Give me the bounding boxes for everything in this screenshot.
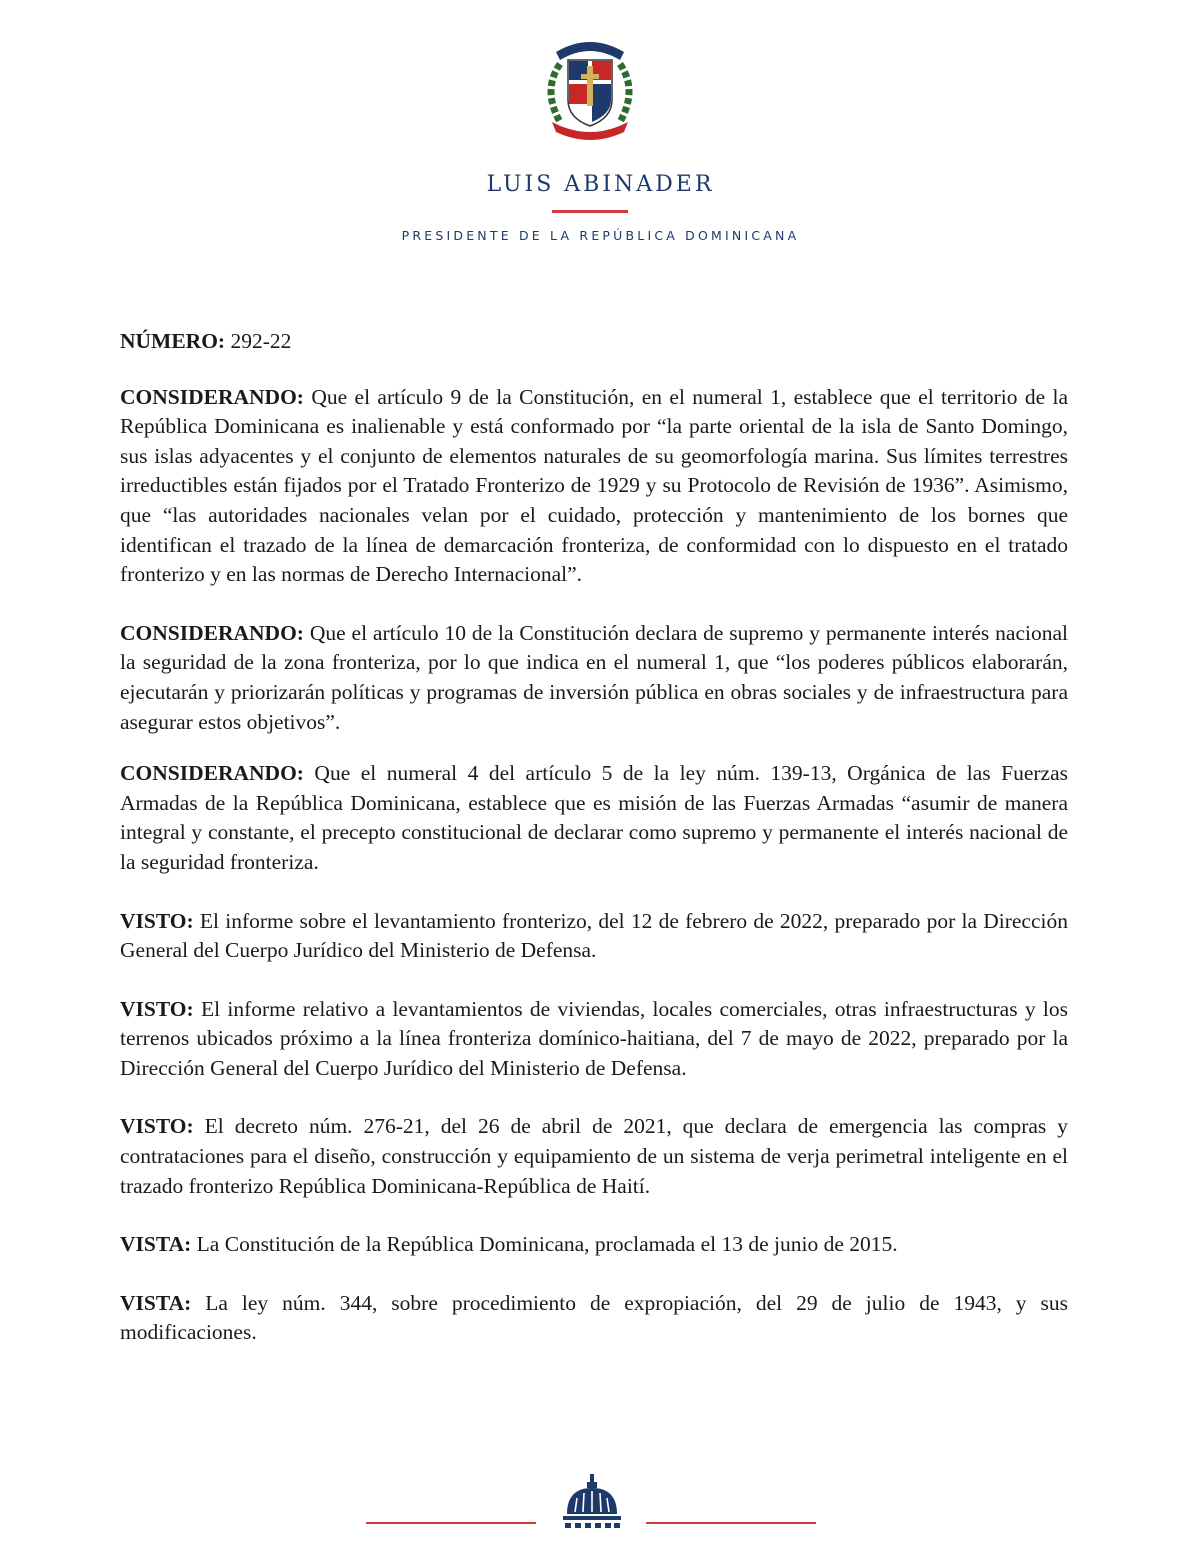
- paragraph-text: El informe sobre el levantamiento fronterizo, del 12 de febrero de 2022, preparado por la Dirección General del Cuerpo Jurídico del Ministerio de Defensa.: [120, 908, 1068, 963]
- paragraph-lead: VISTA:: [120, 1232, 192, 1257]
- paragraph-lead: CONSIDERANDO:: [120, 384, 304, 409]
- paragraph-lead: CONSIDERANDO:: [120, 761, 304, 786]
- paragraph-text: La ley núm. 344, sobre procedimiento de expropiación, del 29 de julio de 1943, y sus modificaciones.: [120, 1290, 1068, 1345]
- paragraph: [120, 1230, 1068, 1260]
- paragraph-lead: VISTO:: [120, 996, 194, 1021]
- coat-of-arms-icon: [538, 30, 642, 142]
- footer-rule-left: [366, 1522, 536, 1524]
- paragraph-text: Que el numeral 4 del artículo 5 de la ley núm. 139-13, Orgánica de las Fuerzas Armadas de la República Dominicana, establece que es misión de las Fuerzas Armadas “asumir de manera integral y constante, el precepto constitucional de declarar como supremo y permanente el interés nacional de la seguridad fronteriza.: [120, 761, 1068, 874]
- name-underline: [552, 210, 628, 213]
- president-title: PRESIDENTE DE LA REPÚBLICA DOMINICANA: [401, 228, 800, 243]
- palace-dome-icon: [561, 1474, 623, 1532]
- footer-rule-right: [646, 1522, 816, 1524]
- paragraph-lead: CONSIDERANDO:: [120, 620, 304, 645]
- paragraph-text: La Constitución de la República Dominicana, proclamada el 13 de junio de 2015.: [191, 1232, 898, 1257]
- paragraph-text: El informe relativo a levantamientos de viviendas, locales comerciales, otras infraestructuras y los terrenos ubicados próximo a la línea fronteriza domínico-haitiana, del 7 de mayo de 2022, preparado por la Dirección General del Cuerpo Jurídico del Ministerio de Defensa.: [120, 996, 1068, 1080]
- number-label: NÚMERO:: [120, 329, 226, 353]
- paragraph: [120, 619, 1068, 737]
- paragraph: [120, 907, 1068, 966]
- paragraph-text: Que el artículo 9 de la Constitución, en el numeral 1, establece que el territorio de la República Dominicana es inalienable y está conformado por “la parte oriental de la isla de Santo Domingo, sus islas adyacentes y el conjunto de elementos naturales de su geomorfología marina. Sus límites terrestres irreductibles están fijados por el Tratado Fronterizo de 1929 y su Protocolo de Revisión de 1936”. Asimismo, que “las autoridades nacionales velan por el cuidado, protección y mantenimiento de los bornes que identifican el trazado de la línea de demarcación fronteriza, de conformidad con lo dispuesto en el tratado fronterizo y en las normas de Derecho Internacional”.: [120, 384, 1068, 587]
- page-footer: [0, 1470, 1201, 1540]
- paragraph: [120, 383, 1068, 590]
- paragraph-lead: VISTA:: [120, 1290, 192, 1315]
- president-name: LUIS ABINADER: [486, 172, 715, 197]
- paragraph: [120, 1289, 1068, 1348]
- decree-number: [120, 327, 1068, 357]
- paragraph-lead: VISTO:: [120, 908, 194, 933]
- paragraph: [120, 995, 1068, 1084]
- paragraph-lead: VISTO:: [120, 1114, 194, 1139]
- decree-body: [120, 327, 1068, 1377]
- paragraph-text: Que el artículo 10 de la Constitución declara de supremo y permanente interés nacional la seguridad de la zona fronteriza, por lo que indica en el numeral 1, que “los poderes públicos elaborarán, ejecutarán y priorizarán políticas y programas de inversión pública en obras sociales y de infraestructura para asegurar estos objetivos”.: [120, 620, 1068, 734]
- paragraph: [120, 1112, 1068, 1201]
- paragraph: [120, 759, 1068, 877]
- paragraph-text: El decreto núm. 276-21, del 26 de abril de 2021, que declara de emergencia las compras y contrataciones para el diseño, construcción y equipamiento de un sistema de verja perimetral inteligente en el trazado fronterizo República Dominicana-República de Haití.: [120, 1114, 1068, 1198]
- number-value: 292-22: [230, 329, 292, 353]
